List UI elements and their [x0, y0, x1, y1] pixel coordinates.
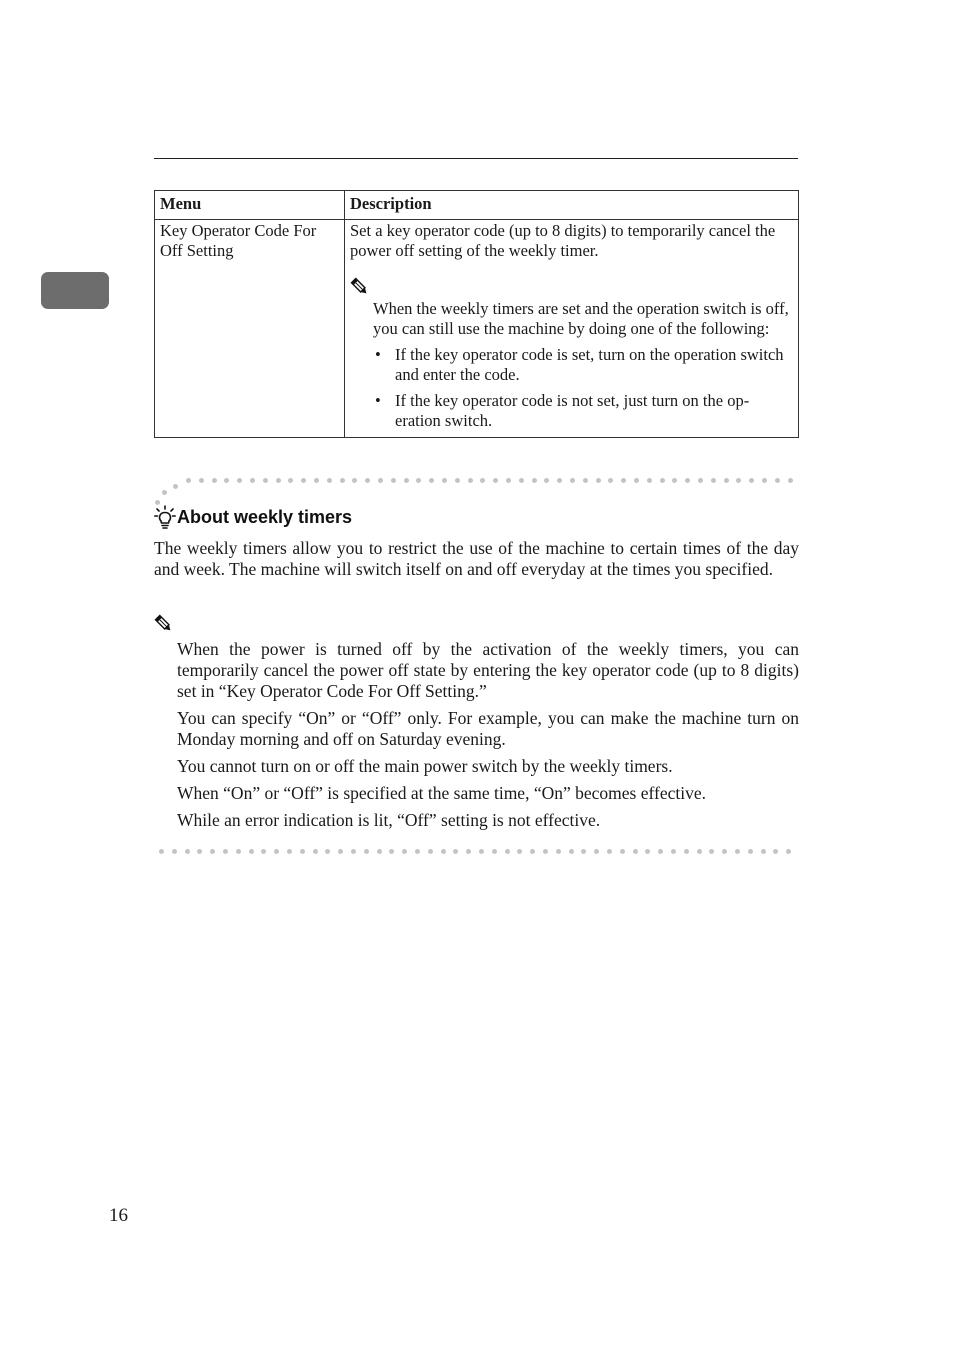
separator-dot	[709, 849, 714, 854]
separator-dot	[493, 478, 498, 483]
header-menu: Menu	[155, 191, 345, 220]
separator-dot	[364, 849, 369, 854]
separator-dot	[455, 478, 460, 483]
separator-dot	[416, 478, 421, 483]
separator-dot	[530, 849, 535, 854]
separator-dot	[287, 849, 292, 854]
separator-dot	[594, 849, 599, 854]
separator-dot	[197, 849, 202, 854]
separator-dot	[532, 478, 537, 483]
separator-dot	[261, 849, 266, 854]
separator-dot	[645, 849, 650, 854]
separator-dot	[620, 849, 625, 854]
separator-dot	[583, 478, 588, 483]
separator-dot	[697, 849, 702, 854]
section-heading	[154, 505, 352, 529]
separator-dot	[544, 478, 549, 483]
separator-dot	[327, 478, 332, 483]
separator-dot	[480, 478, 485, 483]
separator-dot	[301, 478, 306, 483]
separator-dot	[173, 484, 178, 489]
separator-dot	[351, 849, 356, 854]
separator-dot	[748, 849, 753, 854]
separator-dot	[596, 478, 601, 483]
separator-dot	[519, 478, 524, 483]
separator-dot	[647, 478, 652, 483]
separator-dot	[698, 478, 703, 483]
separator-dot	[249, 849, 254, 854]
separator-dot	[479, 849, 484, 854]
separator-dot	[340, 478, 345, 483]
separator-dot	[466, 849, 471, 854]
chapter-tab	[41, 272, 109, 309]
separator-dot	[429, 478, 434, 483]
separator-dot	[735, 849, 740, 854]
page-number: 16	[109, 1205, 128, 1226]
separator-dot	[773, 849, 778, 854]
separator-dot	[761, 849, 766, 854]
separator-dot	[263, 478, 268, 483]
separator-dot	[685, 478, 690, 483]
separator-dot	[404, 478, 409, 483]
note-paragraph: While an error indication is lit, “Off” setting is not effective.	[177, 810, 601, 830]
separator-dot	[453, 849, 458, 854]
separator-dot	[672, 478, 677, 483]
separator-dot	[212, 478, 217, 483]
separator-dot	[517, 849, 522, 854]
separator-dot	[377, 849, 382, 854]
menu-table	[154, 190, 799, 438]
separator-dot	[441, 849, 446, 854]
separator-dot	[237, 478, 242, 483]
note-paragraph: When the power is turned off by the activation of the weekly timers, you can temporarily cancel the power off state by entering the key operator code (up to 8 digits) set in “Key Operator Code For Off Setting.”	[177, 639, 799, 701]
separator-dot	[788, 478, 793, 483]
separator-dot	[389, 849, 394, 854]
separator-dot	[314, 478, 319, 483]
header-rule	[154, 158, 798, 159]
separator-dot	[352, 478, 357, 483]
bullet-list	[373, 345, 793, 431]
pencil-note-icon	[350, 277, 370, 297]
note-text: When the weekly timers are set and the operation switch is off, you can still use the machine by doing one of the following:	[373, 299, 789, 338]
separator-dot	[468, 478, 473, 483]
separator-dot	[162, 490, 167, 495]
header-description: Description	[345, 191, 799, 220]
separator-dot	[402, 849, 407, 854]
note-paragraph: You can specify “On” or “Off” only. For example, you can make the machine turn on Monday morning and off on Saturday evening.	[177, 708, 799, 749]
separator-dot	[634, 478, 639, 483]
separator-dot	[711, 478, 716, 483]
separator-dot	[775, 478, 780, 483]
separator-dot	[749, 478, 754, 483]
separator-dot	[338, 849, 343, 854]
separator-dot	[378, 478, 383, 483]
list-item: • If the key operator code is not set, just turn on the op-eration switch.	[373, 391, 793, 431]
separator-dot	[570, 478, 575, 483]
separator-dot	[186, 478, 191, 483]
separator-dot	[722, 849, 727, 854]
separator-dot	[621, 478, 626, 483]
separator-dot	[172, 849, 177, 854]
separator-dot	[660, 478, 665, 483]
separator-dot	[736, 478, 741, 483]
separator-dot	[288, 478, 293, 483]
separator-dot	[325, 849, 330, 854]
separator-dot	[762, 478, 767, 483]
separator-dot	[671, 849, 676, 854]
separator-dot	[210, 849, 215, 854]
separator-dot	[224, 478, 229, 483]
separator-dot	[556, 849, 561, 854]
lightbulb-icon	[154, 505, 176, 529]
separator-dot	[658, 849, 663, 854]
separator-dot	[442, 478, 447, 483]
separator-dot	[199, 478, 204, 483]
separator-dot	[300, 849, 305, 854]
section-title: About weekly timers	[177, 506, 353, 527]
pencil-note-icon	[154, 614, 174, 634]
separator-dot	[428, 849, 433, 854]
separator-dot	[684, 849, 689, 854]
separator-dot	[505, 849, 510, 854]
description-text: Set a key operator code (up to 8 digits) to temporarily cancel the power off setting of the weekly timer.	[350, 221, 776, 260]
separator-dot	[492, 849, 497, 854]
separator-dot	[313, 849, 318, 854]
list-item: • If the key operator code is set, turn on the operation switch and enter the code.	[373, 345, 793, 385]
separator-dot	[365, 478, 370, 483]
separator-dot	[250, 478, 255, 483]
table-row	[155, 220, 799, 438]
separator-dot	[236, 849, 241, 854]
separator-dot	[569, 849, 574, 854]
menu-cell: Key Operator Code For Off Setting	[155, 220, 345, 438]
separator-dot	[391, 478, 396, 483]
separator-dot	[543, 849, 548, 854]
separator-dot	[185, 849, 190, 854]
separator-dot	[159, 849, 164, 854]
separator-dot	[415, 849, 420, 854]
separator-dot	[786, 849, 791, 854]
description-cell	[345, 220, 799, 438]
separator-dot	[607, 849, 612, 854]
separator-dot	[724, 478, 729, 483]
separator-dot	[557, 478, 562, 483]
separator-dot	[276, 478, 281, 483]
intro-paragraph: The weekly timers allow you to restrict the use of the machine to certain times of the day and week. The machine will switch itself on and off everyday at the times you specified.	[154, 538, 799, 579]
note-paragraph: You cannot turn on or off the main power switch by the weekly timers.	[177, 756, 673, 776]
table-header-row	[155, 191, 799, 220]
separator-dot	[633, 849, 638, 854]
separator-dot	[506, 478, 511, 483]
separator-dot	[581, 849, 586, 854]
separator-dot	[608, 478, 613, 483]
separator-dot	[223, 849, 228, 854]
separator-dot	[274, 849, 279, 854]
note-paragraph: When “On” or “Off” is specified at the same time, “On” becomes effective.	[177, 783, 706, 803]
